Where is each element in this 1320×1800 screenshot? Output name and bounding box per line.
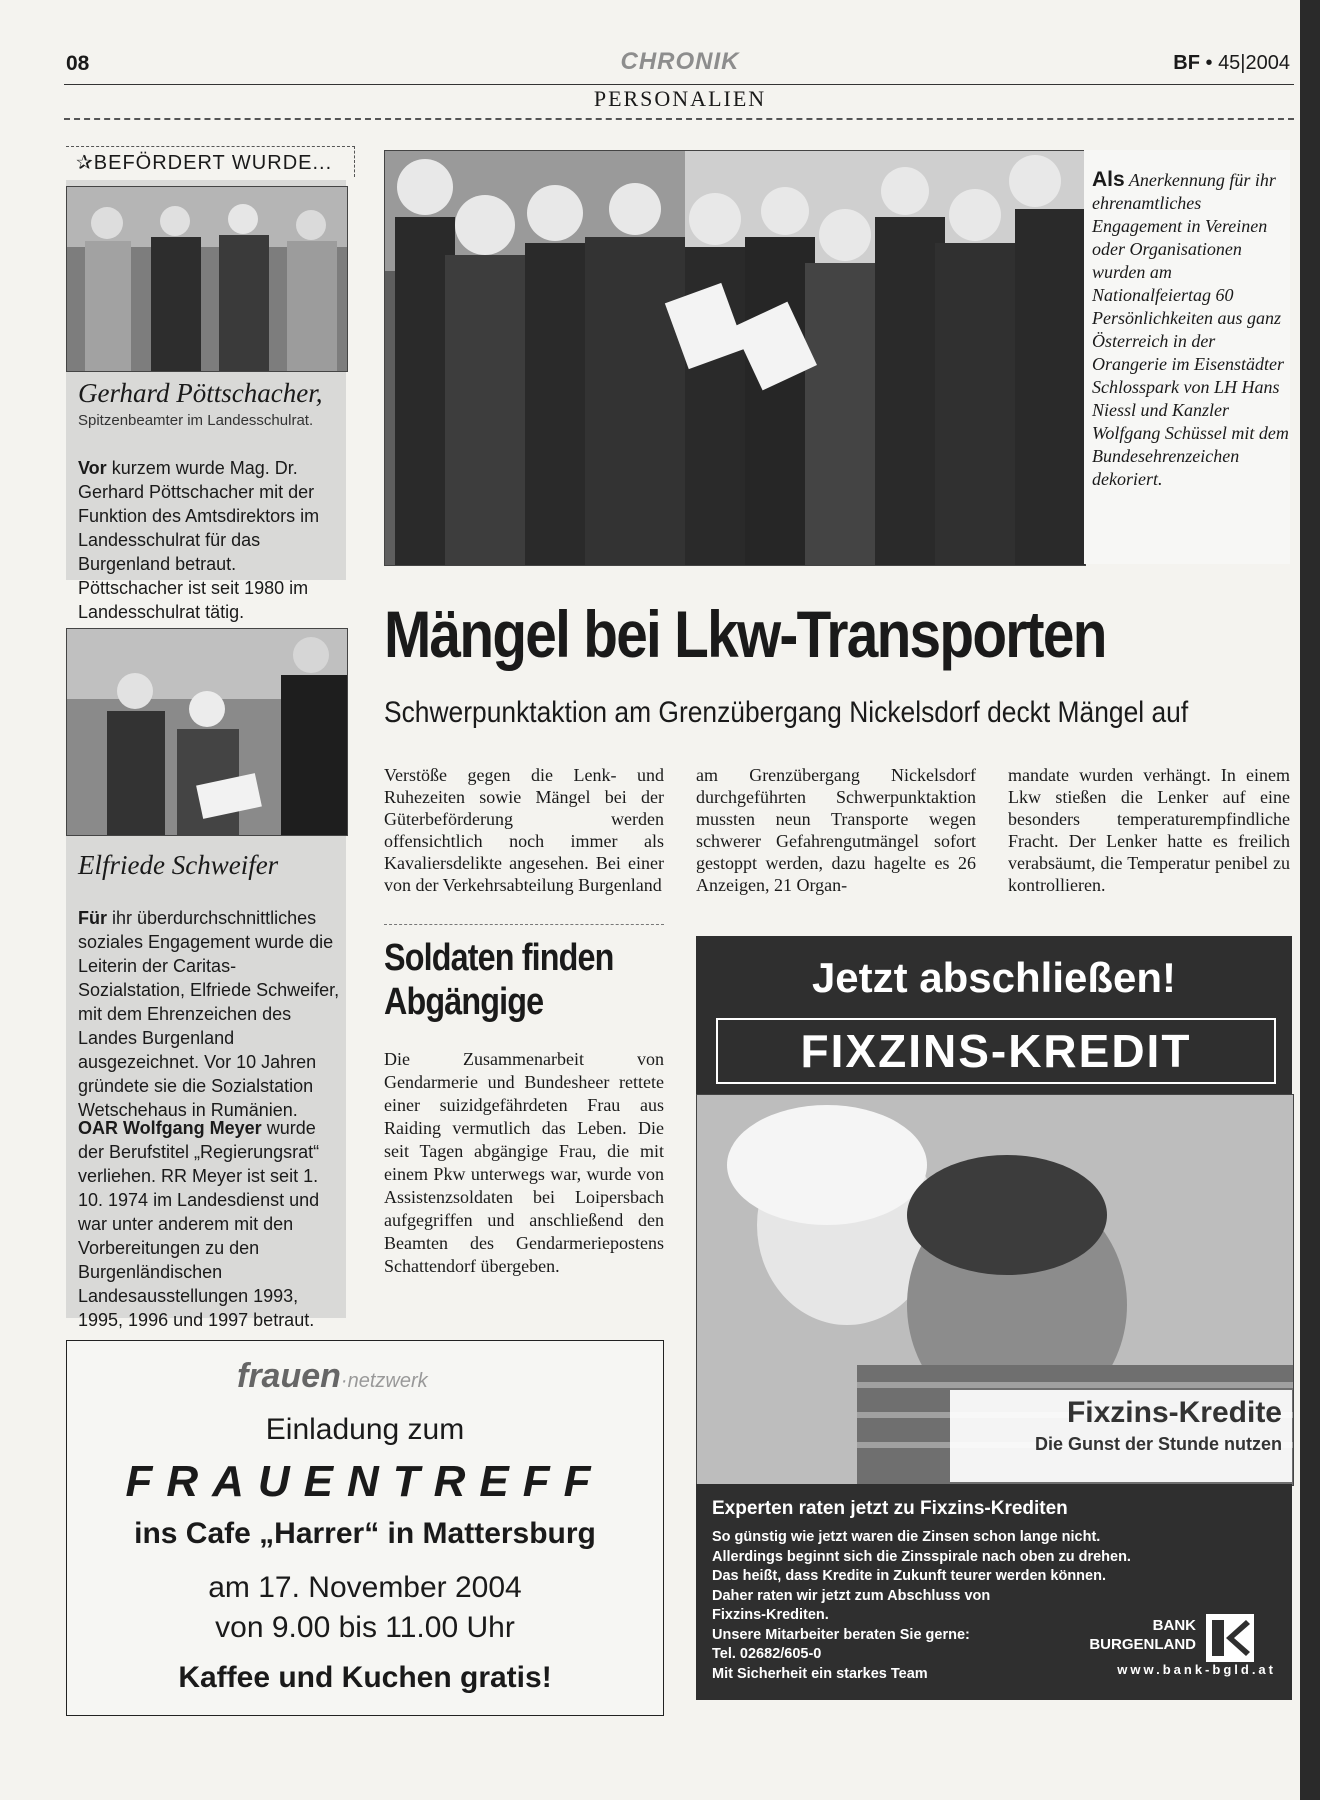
person1-lead: Vor: [78, 458, 107, 478]
group-photo-caption: [1084, 150, 1290, 564]
bank-name: BANK BURGENLAND: [1089, 1617, 1196, 1653]
article-divider: [384, 924, 664, 925]
person2-name: Elfriede Schweifer: [78, 850, 279, 880]
article-col-3: mandate wurden verhängt. In einem Lkw stießen die Lenker auf eine besonders temperaturempfindliche Fracht. Der Lenker hatte es freilich verabsäumt, die Temperatur penibel zu kontrollieren.: [1008, 765, 1290, 895]
article-subheadline: Schwerpunktaktion am Grenzübergang Nickelsdorf deckt Mängel auf: [384, 696, 1189, 729]
photo-silhouettes: [67, 629, 347, 835]
group-photo-silhouettes: [385, 151, 1085, 565]
section-title: CHRONIK: [620, 48, 740, 75]
frauen-location: ins Cafe „Harrer“ in Mattersburg: [134, 1517, 596, 1550]
promo-label: ✰BEFÖRDERT WURDE...: [76, 152, 333, 174]
page-edge: [1300, 0, 1320, 1800]
photo-silhouettes: [67, 187, 347, 371]
ad-product: FIXZINS-KREDIT: [716, 1018, 1276, 1084]
caption-text: Anerkennung für ihr ehrenamtliches Engagement in Vereinen oder Organisationen wurden am Nationalfeiertag 60 Persönlichkeiten aus ganz Österreich in der Orangerie im Eisenstädter Schlosspark von LH Hans Niessl und Kanzler Wolfgang Schüssel mit dem Bundesehrenzeichen dekoriert.: [1092, 170, 1289, 489]
person2-lead: Für: [78, 908, 107, 928]
page-number: 08: [66, 52, 90, 75]
photo-schweifer: [66, 628, 348, 836]
header-dashed-rule: [64, 118, 1294, 120]
ad-body-text: So günstig wie jetzt waren die Zinsen schon lange nicht. Allerdings beginnt sich die Zinsspirale nach oben zu drehen. Das heißt, dass Kredite in Zukunft teurer werden können. Daher raten wir jetzt zum Abschluss von Fixzins-Krediten. Unsere Mitarbeiter beraten Sie gerne: Tel. 02682/605-0 Mit Sicherheit ein starkes Team: [712, 1529, 1131, 1682]
frauen-offer: Kaffee und Kuchen gratis!: [178, 1661, 552, 1694]
person1-name: Gerhard Pöttschacher,: [78, 378, 323, 408]
header-rule: [64, 84, 1294, 85]
article-col-1: Verstöße gegen die Lenk- und Ruhezeiten sowie Mängel bei der Güterbeförderung werden offensichtlich noch immer als Kavaliersdelikte angesehen. Bei einer von der Verkehrsabteilung Burgenland: [384, 765, 664, 895]
person1-body: kurzem wurde Mag. Dr. Gerhard Pöttschacher mit der Funktion des Amtsdirektors im Landesschulrat für das Burgenland betraut. Pöttschacher ist seit 1980 im Landesschulrat tätig.: [78, 458, 320, 622]
person2-body: ihr überdurchschnittliches soziales Engagement wurde die Leiterin der Caritas-Sozialstation, Elfriede Schweifer, mit dem Ehrenzeichen des Landes Burgenland ausgezeichnet. Vor 10 Jahren gründete sie die Sozialstation Wetschehaus in Rumänien.: [78, 908, 340, 1120]
ad-tag-box: [950, 1390, 1292, 1482]
frauen-time: von 9.00 bis 11.00 Uhr: [215, 1611, 515, 1644]
person1-role: Spitzenbeamter im Landesschulrat.: [78, 412, 314, 429]
ad-body-heading: Experten raten jetzt zu Fixzins-Krediten: [712, 1498, 1068, 1519]
publication-name: BF: [1173, 52, 1200, 74]
article-headline: Mängel bei Lkw-Transporten: [384, 597, 1106, 671]
photo-poettschacher: [66, 186, 348, 372]
article2-body: Die Zusammenarbeit von Gendarmerie und Bundesheer rettete einer suizidgefährdeten Frau aus Raiding vermutlich das Leben. Die seit Tagen abgängige Frau, die mit einem Pkw unterwegs war, wurde von Assistenzsoldaten bei Loipersbach aufgegriffen und anschließend den Beamten des Gendarmeriepostens Schattendorf übergeben.: [384, 1049, 664, 1276]
article2-headline: Soldaten finden Abgängige: [384, 937, 614, 1023]
ad-title: Jetzt abschließen!: [811, 954, 1177, 1001]
frauen-invite: Einladung zum: [265, 1413, 465, 1446]
ad-tagline-2: Die Gunst der Stunde nutzen: [1034, 1434, 1282, 1454]
ad-phone: Tel. 02682/605-0: [712, 1646, 822, 1662]
bank-url[interactable]: www.bank-bgld.at: [1117, 1662, 1276, 1677]
frauen-date: am 17. November 2004: [208, 1571, 522, 1604]
person1-text: [78, 456, 340, 624]
frauentreff-ad: [66, 1340, 664, 1716]
caption-lead: Als: [1092, 168, 1125, 191]
issue-number: 45|2004: [1218, 52, 1290, 74]
person2-text: [78, 906, 340, 1122]
ad-footer: [696, 1484, 1292, 1700]
ad-header: [696, 936, 1292, 1094]
publication-info: BF • 45|2004: [1173, 52, 1290, 74]
person3-text: [78, 1116, 340, 1332]
frauen-netzwerk-logo: frauen·netzwerk: [237, 1357, 428, 1395]
subsection-title: PERSONALIEN: [593, 86, 767, 111]
group-photo: [384, 150, 1086, 566]
ad-tagline-1: Fixzins-Kredite: [1066, 1396, 1282, 1429]
person3-body: wurde der Berufstitel „Regierungsrat“ verliehen. RR Meyer ist seit 1. 10. 1974 im Landesdienst und war unter anderem mit den Vorbereitungen zu den Burgenländischen Landesausstellungen 1993, 1995, 1996 und 1997 betraut.: [78, 1118, 320, 1330]
frauen-event-name: FRAUENTREFF: [125, 1457, 605, 1506]
bank-logo-icon: [1206, 1614, 1254, 1662]
article-col-2: am Grenzübergang Nickelsdorf durchgeführten Schwerpunktaktion mussten neun Transporte wegen schwerer Gefahrengutmängel sofort gestoppt werden, dazu hagelte es 26 Anzeigen, 21 Organ-: [696, 765, 976, 895]
person3-lead: OAR Wolfgang Meyer: [78, 1118, 262, 1138]
